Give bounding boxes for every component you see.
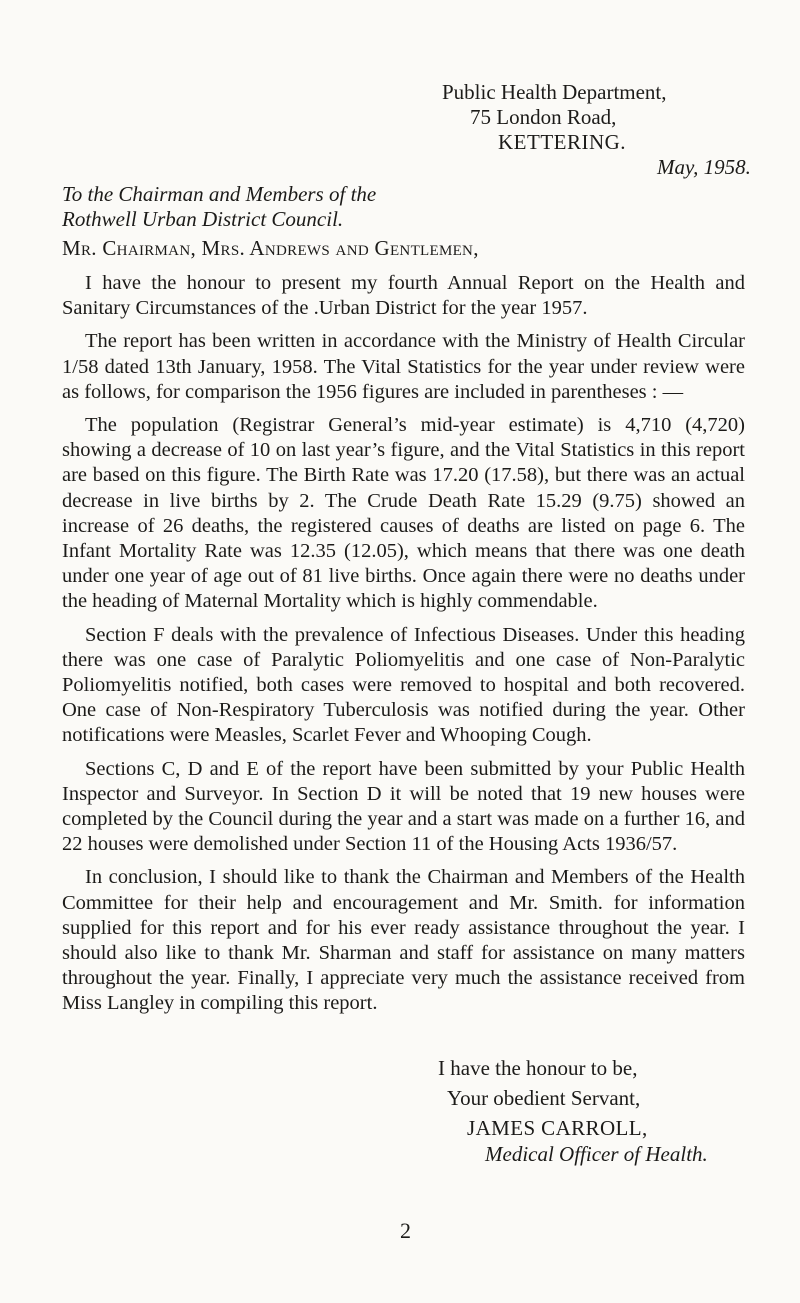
letter-date: May, 1958.	[657, 155, 751, 179]
greeting: Mr. Chairman, Mrs. Andrews and Gentlemen,	[62, 236, 479, 260]
closing-block	[438, 1053, 708, 1169]
paragraph-introduction: I have the honour to present my fourth Annual Report on the Health and Sanitary Circumstances of the .Urban District for the year 1957.	[62, 272, 745, 320]
paragraph-housing: Sections C, D and E of the report have been submitted by your Public Health Inspector and Surveyor. In Section D it will be noted that 19 new houses were completed by the Council during the year and a start was made on a further 16, and 22 houses were demolished under Section 11 of the Housing Acts 1936/57.	[62, 757, 745, 856]
signatory-title: Medical Officer of Health.	[485, 1142, 708, 1166]
address-department: Public Health Department,	[442, 80, 667, 104]
closing-line-1: I have the honour to be,	[438, 1056, 638, 1080]
paragraph-population: The population (Registrar General’s mid-year estimate) is 4,710 (4,720) showing a decrease of 10 on last year’s figure, and the Vital Statistics in this report are based on this figure. The Birth Rate was 17.20 (17.58), but there was an actual decrease in live births by 2. The Crude Death Rate 15.29 (9.75) showed an increase of 26 deaths, the registered causes of deaths are listed on page 6. The Infant Mortality Rate was 12.35 (12.05), which means that there was one death under one year of age out of 81 live births. Once again there were no deaths under the heading of Maternal Mortality which is highly commendable.	[62, 414, 745, 613]
paragraph-vital-statistics-intro: The report has been written in accordance with the Ministry of Health Circular 1/58 dated 13th January, 1958. The Vital Statistics for the year under review were as follows, for comparison the 1956 figures are included in parentheses : —	[62, 330, 745, 403]
signatory-name: JAMES CARROLL,	[467, 1116, 648, 1140]
addressee-line-2: Rothwell Urban District Council.	[62, 207, 344, 231]
closing-line-2: Your obedient Servant,	[447, 1086, 641, 1110]
address-town: KETTERING.	[498, 130, 627, 154]
page-number: 2	[400, 1218, 411, 1243]
paragraph-infectious-diseases: Section F deals with the prevalence of Infectious Diseases. Under this heading there was one case of Paralytic Poliomyelitis and one case of Non-Paralytic Poliomyelitis notified, both cases were removed to hospital and both recovered. One case of Non-Respiratory Tuberculosis was notified during the year. Other notifications were Measles, Scarlet Fever and Whooping Cough.	[62, 623, 745, 747]
addressee-line-1: To the Chairman and Members of the	[62, 182, 377, 206]
paragraph-conclusion: In conclusion, I should like to thank the Chairman and Members of the Health Committee for their help and encouragement and Mr. Smith. for information supplied for this report and for his ever ready assistance throughout the year. I should also like to thank Mr. Sharman and staff for assistance on many matters throughout the year. Finally, I appreciate very much the assistance received from Miss Langley in compiling this report.	[62, 866, 745, 1015]
sender-address	[442, 80, 762, 180]
address-street: 75 London Road,	[470, 105, 617, 129]
letter-body	[62, 271, 745, 1025]
addressee	[62, 182, 376, 232]
